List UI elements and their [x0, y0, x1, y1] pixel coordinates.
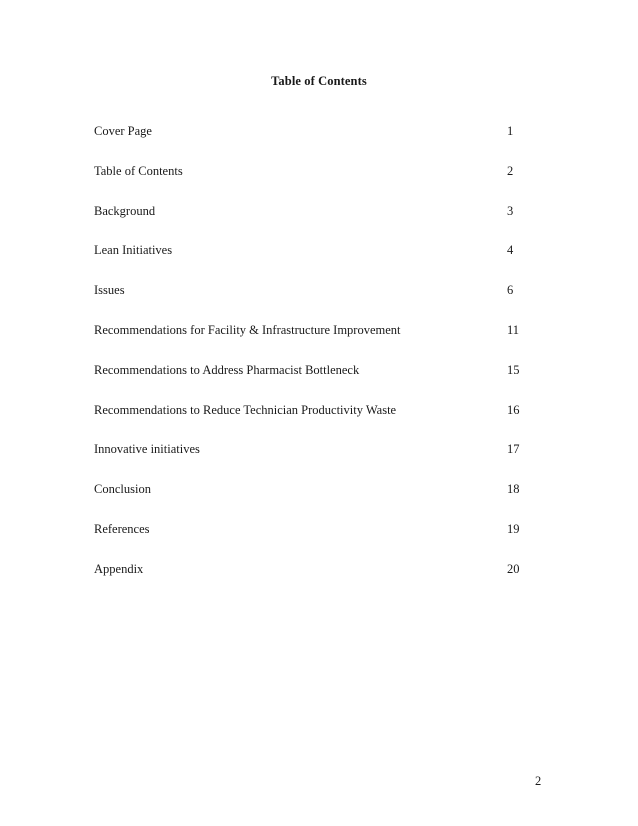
toc-entry-page-number: 16	[507, 402, 520, 417]
toc-entry-page-number: 3	[507, 203, 514, 218]
page-number: 2	[535, 774, 542, 788]
toc-entry-page-number: 4	[507, 243, 514, 258]
toc-entry-title: Issues	[94, 283, 125, 298]
toc-entry-page-number: 11	[507, 322, 520, 337]
toc-entry-title: Recommendations to Reduce Technician Productivity Waste	[94, 402, 397, 417]
toc-entry-title: Conclusion	[94, 482, 151, 497]
toc-entry-cover-page	[94, 124, 534, 164]
toc-entry-facility-recommendations	[94, 323, 534, 363]
toc-entry-page-number: 6	[507, 283, 514, 298]
toc-entry-page-number: 20	[507, 561, 520, 576]
toc-entry-page-number: 15	[507, 362, 520, 377]
toc-entry-title: Background	[94, 203, 156, 218]
toc-list	[94, 124, 534, 602]
toc-entry-page-number: 2	[507, 163, 514, 178]
toc-entry-title: Lean Initiatives	[94, 243, 173, 258]
toc-entry-background	[94, 204, 534, 244]
toc-entry-title: Innovative initiatives	[94, 442, 200, 457]
toc-entry-title: Cover Page	[94, 124, 152, 138]
toc-entry-innovative-initiatives	[94, 442, 534, 482]
toc-entry-title: References	[94, 521, 150, 536]
toc-entry-page-number: 1	[507, 124, 514, 138]
toc-entry-appendix	[94, 562, 534, 602]
toc-entry-conclusion	[94, 482, 534, 522]
toc-entry-title: Appendix	[94, 561, 144, 576]
toc-entry-pharmacist-recommendations	[94, 363, 534, 403]
toc-entry-page-number: 17	[507, 442, 520, 457]
toc-entry-lean-initiatives	[94, 243, 534, 283]
toc-heading: Table of Contents	[271, 74, 367, 88]
toc-entry-title: Recommendations to Address Pharmacist Bottleneck	[94, 362, 360, 377]
toc-entry-page-number: 19	[507, 521, 520, 536]
toc-entry-title: Table of Contents	[94, 163, 183, 178]
toc-entry-references	[94, 522, 534, 562]
toc-entry-technician-recommendations	[94, 403, 534, 443]
toc-entry-issues	[94, 283, 534, 323]
toc-entry-table-of-contents	[94, 164, 534, 204]
toc-entry-page-number: 18	[507, 482, 520, 497]
toc-entry-title: Recommendations for Facility & Infrastructure Improvement	[94, 322, 401, 337]
